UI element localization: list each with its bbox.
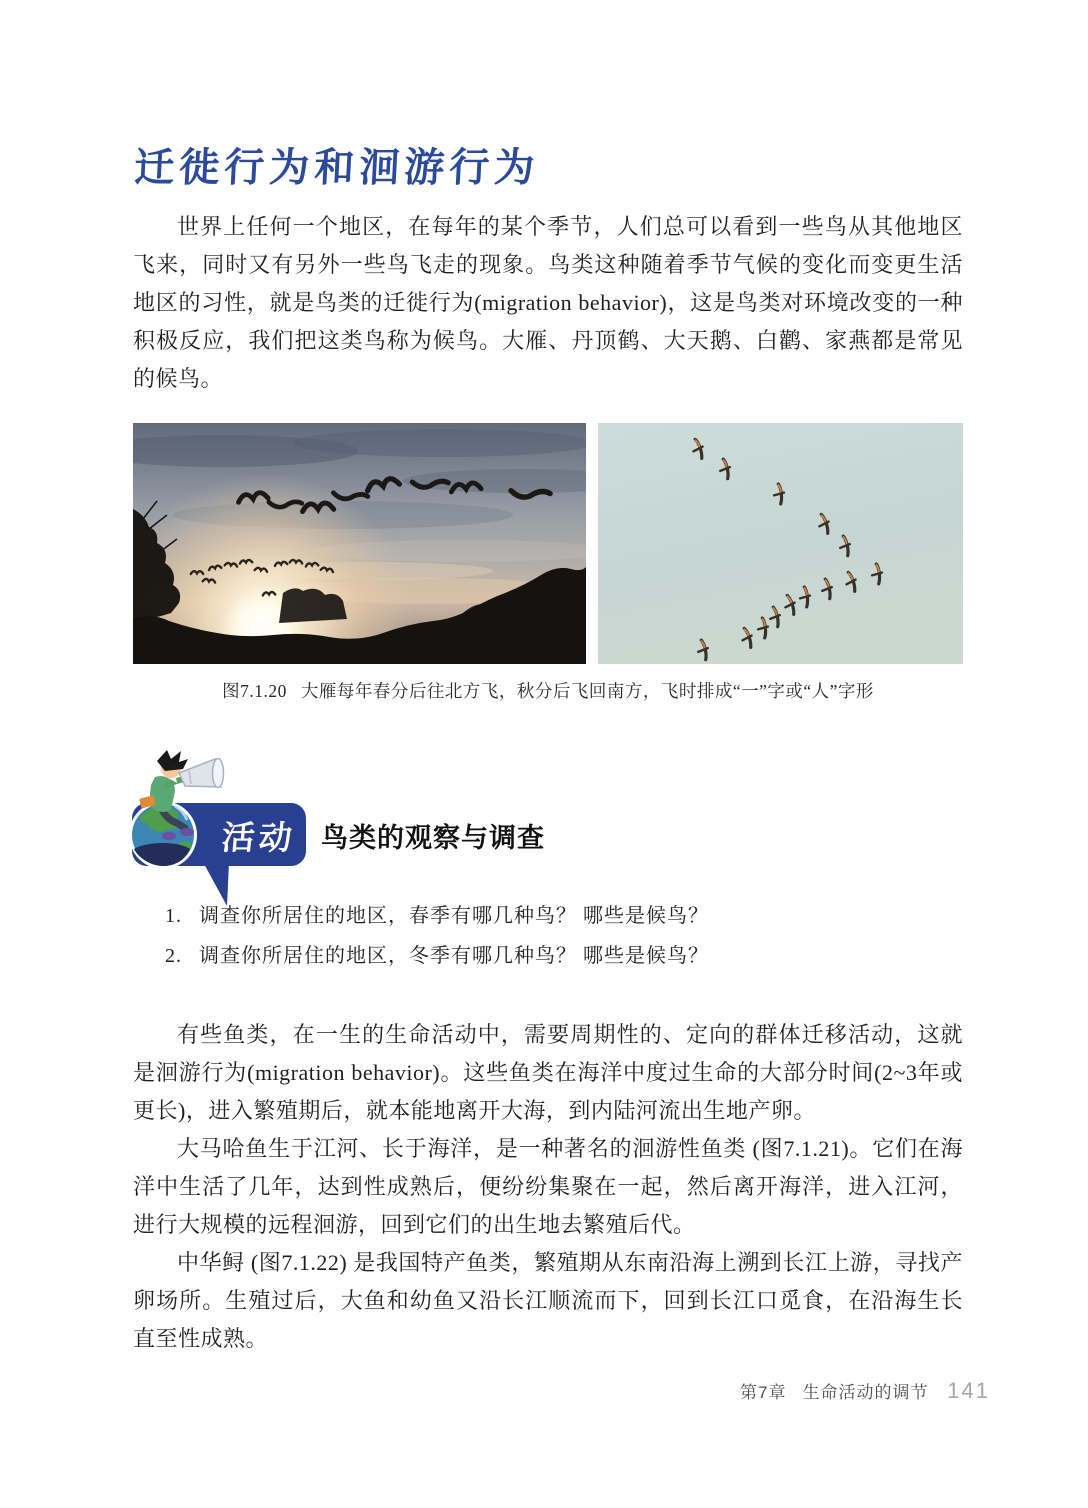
- figure-label: 图7.1.20: [222, 681, 287, 701]
- photo-geese-sunset: [133, 423, 586, 664]
- page-title: 迁徙行为和洄游行为: [133, 146, 541, 190]
- footer-chapter: [740, 1378, 928, 1403]
- activity-title: 鸟类的观察与调查: [321, 823, 545, 853]
- page-number: 141: [947, 1378, 990, 1403]
- activity-section: [133, 746, 963, 986]
- question-number: 2.: [165, 945, 182, 967]
- paragraph-fish-migration: 有些鱼类，在一生的生命活动中，需要周期性的、定向的群体迁移活动，这就是洄游行为(migration behavior)。这些鱼类在海洋中度过生命的大部分时间(2~3年或更长)，进入繁殖期后，就本能地离开大海，到内陆河流出生地产卵。: [133, 1022, 964, 1123]
- paragraph-sturgeon: 中华鲟 (图7.1.22) 是我国特产鱼类，繁殖期从东南沿海上溯到长江上游，寻找产卵场所。生殖过后，大鱼和幼鱼又沿长江顺流而下，回到长江口觅食，在沿海生长直至性成熟。: [133, 1250, 963, 1351]
- figure-caption-text: 大雁每年春分后往北方飞，秋分后飞回南方，飞时排成“一”字或“人”字形: [300, 681, 874, 701]
- pale-sky: [598, 423, 963, 664]
- chapter-title: 生命活动的调节: [802, 1383, 929, 1402]
- photo-geese-v-formation: [598, 423, 963, 664]
- chapter-number: 第7章: [740, 1383, 787, 1402]
- activity-badge: [127, 746, 327, 914]
- figure-photos: [133, 423, 963, 664]
- paragraph-salmon: 大马哈鱼生于江河、长于海洋，是一种著名的洄游性鱼类 (图7.1.21)。它们在海洋中生活了几年，达到性成熟后，便纷纷集聚在一起，然后离开海洋，进入江河，进行大规模的远程洄游，回到它们的出生地去繁殖后代。: [133, 1136, 963, 1237]
- activity-badge-label: 活动: [220, 819, 298, 856]
- page-footer: [740, 1378, 990, 1404]
- question-text: 调查你所居住的地区，冬季有哪几种鸟？ 哪些是候鸟？: [199, 945, 709, 967]
- page-content: [133, 0, 963, 1358]
- question-item-2: [165, 936, 709, 976]
- fish-migration-paragraphs: [133, 1016, 963, 1358]
- question-number: 1.: [165, 905, 182, 927]
- figure-caption: [133, 678, 963, 704]
- activity-question-list: [165, 896, 709, 976]
- question-text: 调查你所居住的地区，春季有哪几种鸟？ 哪些是候鸟？: [199, 905, 709, 927]
- paragraph-bird-migration: 世界上任何一个地区，在每年的某个季节，人们总可以看到一些鸟从其他地区飞来，同时又有另外一些鸟飞走的现象。鸟类这种随着季节气候的变化而变更生活地区的习性，就是鸟类的迁徙行为(migration behavior)，这是鸟类对环境改变的一种积极反应，我们把这类鸟称为候鸟。大雁、丹顶鹤、大天鹅、白鹳、家燕都是常见的候鸟。: [133, 214, 963, 391]
- question-item-1: [165, 896, 709, 936]
